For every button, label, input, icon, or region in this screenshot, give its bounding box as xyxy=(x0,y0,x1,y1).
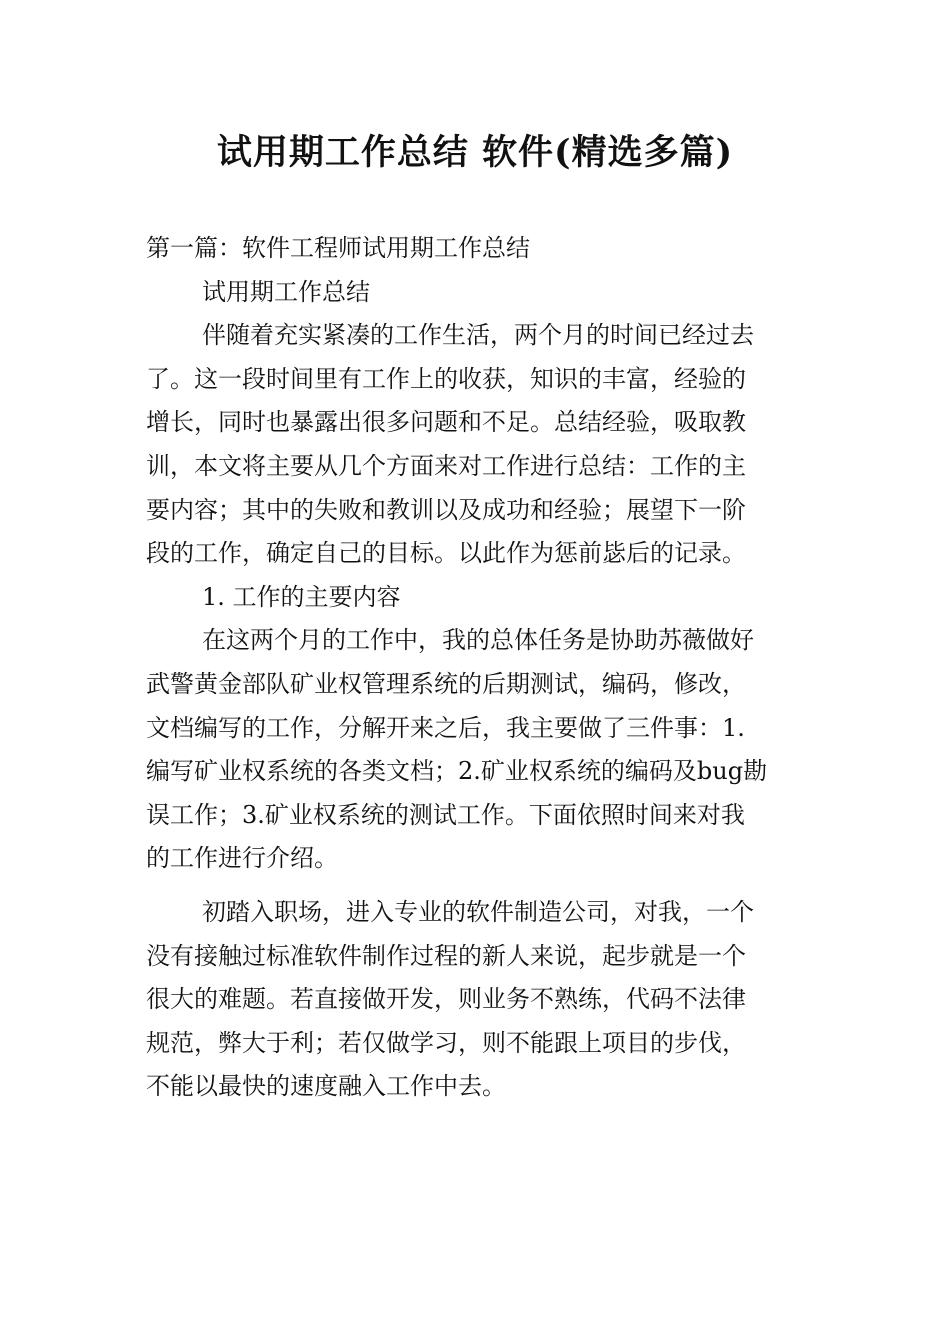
paragraph-line: 伴随着充实紧凑的工作生活，两个月的时间已经过去 xyxy=(202,321,754,350)
paragraph-line: 增长，同时也暴露出很多问题和不足。总结经验，吸取教 xyxy=(146,408,746,437)
paragraph-line: 要内容；其中的失败和教训以及成功和经验；展望下一阶 xyxy=(146,495,746,524)
paragraph-gap xyxy=(146,881,806,891)
paragraph-line: 了。这一段时间里有工作上的收获，知识的丰富，经验的 xyxy=(146,364,746,393)
paragraph-line: 没有接触过标准软件制作过程的新人来说，起步就是一个 xyxy=(146,941,746,970)
paragraph-line: 很大的难题。若直接做开发，则业务不熟练，代码不法律 xyxy=(146,985,746,1014)
paragraph-line: 规范，弊大于利；若仅做学习，则不能跟上项目的步伐， xyxy=(146,1028,746,1057)
paragraph-line: 不能以最快的速度融入工作中去。 xyxy=(146,1072,506,1101)
paragraph-line: 训，本文将主要从几个方面来对工作进行总结：工作的主 xyxy=(146,451,746,480)
paragraph-line: 初踏入职场，进入专业的软件制造公司，对我，一个 xyxy=(202,897,754,926)
paragraph-line: 在这两个月的工作中，我的总体任务是协助苏薇做好 xyxy=(202,626,754,655)
paragraph-line: 武警黄金部队矿业权管理系统的后期测试，编码，修改， xyxy=(146,669,746,698)
paragraph-line: 误工作；3.矿业权系统的测试工作。下面依照时间来对我 xyxy=(146,800,745,829)
paragraph-line: 编写矿业权系统的各类文档；2.矿业权系统的编码及bug勘 xyxy=(146,757,768,786)
numbered-heading: 1. 工作的主要内容 xyxy=(202,582,401,611)
paragraph-line: 文档编写的工作，分解开来之后，我主要做了三件事：1. xyxy=(146,713,745,742)
paragraph-line: 的工作进行介绍。 xyxy=(146,844,338,873)
subheading: 试用期工作总结 xyxy=(202,277,370,306)
paragraph-line: 段的工作，确定自己的目标。以此作为惩前毖后的记录。 xyxy=(146,539,746,568)
section-heading: 第一篇：软件工程师试用期工作总结 xyxy=(146,234,530,262)
document-title: 试用期工作总结 软件(精选多篇) xyxy=(216,132,734,173)
document-body xyxy=(146,227,806,1109)
